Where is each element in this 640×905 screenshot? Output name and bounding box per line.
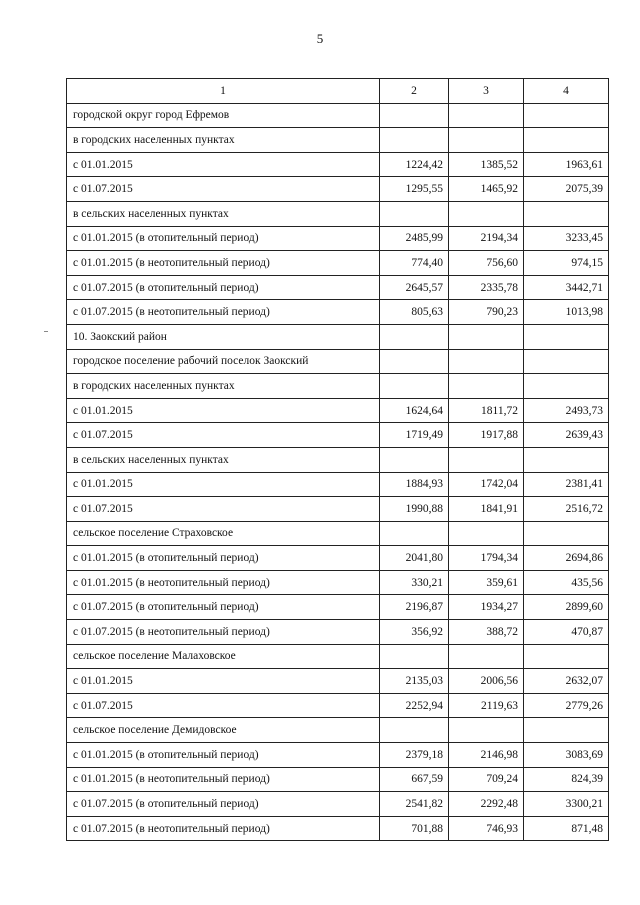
row-value-col-3 [449, 103, 524, 128]
row-label: с 01.07.2015 [67, 423, 380, 448]
row-value-col-3 [449, 349, 524, 374]
row-value-col-4: 2632,07 [524, 669, 609, 694]
row-value-col-2: 356,92 [380, 620, 449, 645]
table-row [67, 324, 609, 349]
row-value-col-4: 2381,41 [524, 472, 609, 497]
row-label: с 01.07.2015 (в неотопительный период) [67, 816, 380, 841]
table-row [67, 251, 609, 276]
row-value-col-2: 2541,82 [380, 792, 449, 817]
row-value-col-2 [380, 103, 449, 128]
row-value-col-3 [449, 644, 524, 669]
row-value-col-2: 667,59 [380, 767, 449, 792]
row-value-col-3 [449, 374, 524, 399]
row-value-col-2 [380, 324, 449, 349]
row-value-col-3: 1917,88 [449, 423, 524, 448]
table-row [67, 521, 609, 546]
header-row [67, 79, 609, 104]
row-value-col-2: 1990,88 [380, 497, 449, 522]
row-value-col-2: 2196,87 [380, 595, 449, 620]
row-value-col-3: 1811,72 [449, 398, 524, 423]
table-row [67, 595, 609, 620]
row-value-col-2: 2485,99 [380, 226, 449, 251]
row-value-col-3 [449, 447, 524, 472]
row-value-col-3 [449, 324, 524, 349]
row-value-col-4: 3233,45 [524, 226, 609, 251]
row-value-col-3: 1934,27 [449, 595, 524, 620]
margin-mark [44, 331, 48, 332]
row-label: с 01.01.2015 (в неотопительный период) [67, 570, 380, 595]
row-label: городской округ город Ефремов [67, 103, 380, 128]
row-value-col-4: 2694,86 [524, 546, 609, 571]
row-label: сельское поселение Страховское [67, 521, 380, 546]
row-label: с 01.01.2015 (в неотопительный период) [67, 767, 380, 792]
row-value-col-3: 1841,91 [449, 497, 524, 522]
row-value-col-4 [524, 128, 609, 153]
row-value-col-3: 709,24 [449, 767, 524, 792]
table-row [67, 570, 609, 595]
row-value-col-2: 2135,03 [380, 669, 449, 694]
row-label: с 01.01.2015 [67, 472, 380, 497]
row-value-col-4: 3300,21 [524, 792, 609, 817]
row-value-col-2: 1719,49 [380, 423, 449, 448]
row-value-col-2 [380, 201, 449, 226]
row-value-col-2 [380, 644, 449, 669]
row-value-col-2 [380, 447, 449, 472]
header-col-1: 1 [67, 79, 380, 104]
row-value-col-4 [524, 201, 609, 226]
row-value-col-4: 824,39 [524, 767, 609, 792]
row-value-col-3: 2335,78 [449, 275, 524, 300]
row-label: 10. Заокский район [67, 324, 380, 349]
page-number: 5 [316, 31, 324, 46]
row-label: сельское поселение Малаховское [67, 644, 380, 669]
row-value-col-3: 756,60 [449, 251, 524, 276]
row-label: с 01.01.2015 [67, 152, 380, 177]
row-value-col-2 [380, 521, 449, 546]
row-value-col-4: 3083,69 [524, 743, 609, 768]
header-col-2: 2 [380, 79, 449, 104]
row-value-col-4: 2075,39 [524, 177, 609, 202]
header-col-3: 3 [449, 79, 524, 104]
row-label: с 01.01.2015 (в неотопительный период) [67, 251, 380, 276]
row-value-col-3: 790,23 [449, 300, 524, 325]
row-label: в городских населенных пунктах [67, 128, 380, 153]
table-row [67, 743, 609, 768]
row-label: с 01.07.2015 (в неотопительный период) [67, 300, 380, 325]
row-value-col-3: 2194,34 [449, 226, 524, 251]
row-value-col-3: 2119,63 [449, 693, 524, 718]
row-value-col-4 [524, 447, 609, 472]
table-row [67, 275, 609, 300]
row-value-col-2: 701,88 [380, 816, 449, 841]
table-row [67, 349, 609, 374]
row-value-col-3 [449, 201, 524, 226]
table-row [67, 816, 609, 841]
table-row [67, 447, 609, 472]
row-label: в городских населенных пунктах [67, 374, 380, 399]
row-value-col-2: 1295,55 [380, 177, 449, 202]
table-row [67, 767, 609, 792]
row-value-col-3: 1794,34 [449, 546, 524, 571]
row-value-col-2: 1884,93 [380, 472, 449, 497]
table-row [67, 103, 609, 128]
table-row [67, 472, 609, 497]
row-value-col-4 [524, 374, 609, 399]
table-row [67, 497, 609, 522]
row-value-col-2: 805,63 [380, 300, 449, 325]
table-row [67, 792, 609, 817]
row-label: с 01.07.2015 (в отопительный период) [67, 792, 380, 817]
row-label: с 01.07.2015 (в отопительный период) [67, 595, 380, 620]
row-value-col-3: 1465,92 [449, 177, 524, 202]
row-label: с 01.07.2015 (в неотопительный период) [67, 620, 380, 645]
row-value-col-3: 2292,48 [449, 792, 524, 817]
row-value-col-2 [380, 374, 449, 399]
row-value-col-4: 2493,73 [524, 398, 609, 423]
row-value-col-3: 359,61 [449, 570, 524, 595]
row-value-col-4: 2639,43 [524, 423, 609, 448]
row-value-col-3: 2006,56 [449, 669, 524, 694]
row-value-col-4: 2899,60 [524, 595, 609, 620]
row-value-col-4: 435,56 [524, 570, 609, 595]
row-value-col-3: 1742,04 [449, 472, 524, 497]
row-value-col-4: 871,48 [524, 816, 609, 841]
row-label: с 01.07.2015 [67, 177, 380, 202]
table-row [67, 201, 609, 226]
table-row [67, 300, 609, 325]
table-row [67, 620, 609, 645]
row-value-col-4: 470,87 [524, 620, 609, 645]
table-row [67, 152, 609, 177]
row-label: с 01.01.2015 [67, 398, 380, 423]
row-value-col-3: 2146,98 [449, 743, 524, 768]
table-row [67, 644, 609, 669]
row-value-col-3: 1385,52 [449, 152, 524, 177]
row-value-col-2: 1224,42 [380, 152, 449, 177]
row-label: с 01.07.2015 [67, 497, 380, 522]
row-value-col-2: 2041,80 [380, 546, 449, 571]
header-col-4: 4 [524, 79, 609, 104]
row-value-col-4: 3442,71 [524, 275, 609, 300]
row-value-col-4 [524, 324, 609, 349]
table-row [67, 718, 609, 743]
row-value-col-4 [524, 103, 609, 128]
table-row [67, 374, 609, 399]
row-value-col-4: 2516,72 [524, 497, 609, 522]
row-value-col-4 [524, 644, 609, 669]
row-value-col-4 [524, 521, 609, 546]
row-value-col-4 [524, 349, 609, 374]
row-value-col-2: 2252,94 [380, 693, 449, 718]
row-value-col-4 [524, 718, 609, 743]
row-value-col-2 [380, 718, 449, 743]
row-label: в сельских населенных пунктах [67, 201, 380, 226]
row-value-col-2: 774,40 [380, 251, 449, 276]
row-value-col-4: 2779,26 [524, 693, 609, 718]
table-row [67, 669, 609, 694]
row-label: с 01.07.2015 (в отопительный период) [67, 275, 380, 300]
row-label: с 01.01.2015 [67, 669, 380, 694]
row-label: с 01.01.2015 (в отопительный период) [67, 226, 380, 251]
table-body [67, 103, 609, 841]
row-value-col-2: 330,21 [380, 570, 449, 595]
table-row [67, 226, 609, 251]
table-row [67, 423, 609, 448]
row-value-col-2: 1624,64 [380, 398, 449, 423]
tariff-table [66, 78, 609, 841]
row-label: городское поселение рабочий поселок Заокский [67, 349, 380, 374]
table-row [67, 398, 609, 423]
row-label: сельское поселение Демидовское [67, 718, 380, 743]
table-row [67, 546, 609, 571]
row-value-col-3 [449, 128, 524, 153]
row-value-col-4: 1963,61 [524, 152, 609, 177]
row-label: в сельских населенных пунктах [67, 447, 380, 472]
table-row [67, 177, 609, 202]
row-value-col-3: 746,93 [449, 816, 524, 841]
row-value-col-2: 2379,18 [380, 743, 449, 768]
table-row [67, 693, 609, 718]
row-value-col-3 [449, 521, 524, 546]
row-value-col-2: 2645,57 [380, 275, 449, 300]
row-value-col-4: 974,15 [524, 251, 609, 276]
row-label: с 01.01.2015 (в отопительный период) [67, 743, 380, 768]
row-label: с 01.01.2015 (в отопительный период) [67, 546, 380, 571]
row-value-col-3: 388,72 [449, 620, 524, 645]
row-label: с 01.07.2015 [67, 693, 380, 718]
row-value-col-2 [380, 349, 449, 374]
table-row [67, 128, 609, 153]
row-value-col-3 [449, 718, 524, 743]
row-value-col-2 [380, 128, 449, 153]
row-value-col-4: 1013,98 [524, 300, 609, 325]
